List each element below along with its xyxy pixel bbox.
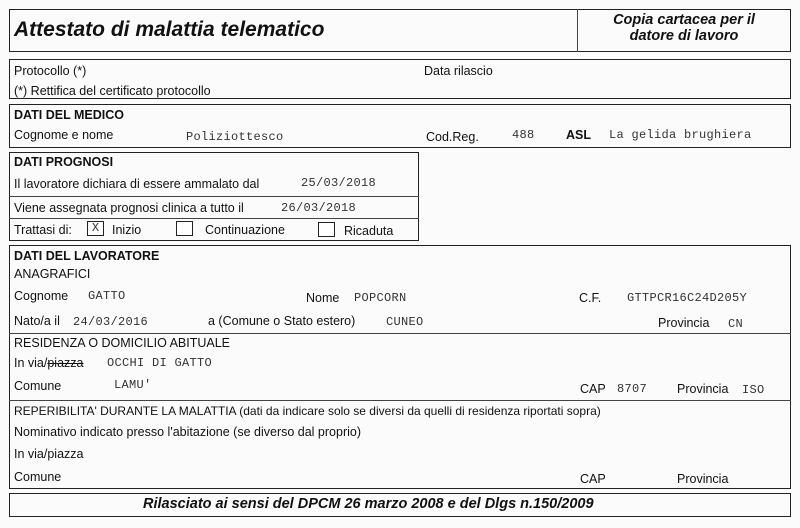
reperibilita-cap-label: CAP [580,472,606,486]
residenza-provincia-value: ISO [742,383,765,397]
reperibilita-section-title: REPERIBILITA' DURANTE LA MALATTIA (dati da indicare solo se diversi da quelli di residenza riportati sopra) [14,404,601,418]
comune-nascita-value: CUNEO [386,315,424,329]
copy-label-line1: Copia cartacea per il [613,12,755,28]
codreg-value: 488 [512,128,535,142]
nato-value: 24/03/2016 [73,315,149,329]
page-title: Attestato di malattia telematico [14,18,325,41]
lavoratore-nome-label: Nome [306,291,340,305]
reperibilita-provincia-label: Provincia [677,472,729,486]
residenza-via-label-b: piazza [47,356,84,370]
residenza-via-value: OCCHI DI GATTO [107,356,213,370]
prognosi-divider-1 [9,196,419,197]
residenza-comune-value: LAMU' [114,378,152,392]
dichiara-value: 25/03/2018 [301,176,377,190]
continuazione-checkbox[interactable] [176,221,193,236]
residenza-comune-label: Comune [14,379,62,393]
footer-text: Rilasciato ai sensi del DPCM 26 marzo 2008 e del Dlgs n.150/2009 [143,496,594,512]
prognosi-value: 26/03/2018 [281,201,357,215]
asl-value: La gelida brughiera [609,128,752,142]
prognosi-divider-2 [9,218,419,219]
lavoratore-cognome-label: Cognome [14,289,69,303]
inizio-checkbox[interactable]: X [87,221,104,236]
cf-value: GTTPCR16C24D205Y [627,291,748,305]
nominativo-label: Nominativo indicato presso l'abitazione (se diverso dal proprio) [14,425,362,439]
lavoratore-cognome-value: GATTO [88,289,126,303]
rettifica-label: (*) Rettifica del certificato protocollo [14,84,211,98]
nato-label: Nato/a il [14,314,60,328]
dichiara-label: Il lavoratore dichiara di essere ammalato dal [14,177,260,191]
lavoratore-section-title: DATI DEL LAVORATORE [14,249,160,263]
lavoratore-divider-reperibilita [9,400,791,401]
reperibilita-via-label: In via/piazza [14,447,84,461]
protocollo-label: Protocollo (*) [14,64,87,78]
residenza-provincia-label: Provincia [677,382,729,396]
ricaduta-checkbox[interactable] [318,222,335,237]
trattasi-label: Trattasi di: [14,223,72,237]
residenza-cap-label: CAP [580,382,606,396]
ricaduta-label: Ricaduta [344,224,394,238]
medico-cognome-value: Poliziottesco [186,130,284,144]
copy-label [578,12,790,44]
inizio-label: Inizio [112,223,142,237]
residenza-section-title: RESIDENZA O DOMICILIO ABITUALE [14,336,231,350]
cf-label: C.F. [579,291,602,305]
lavoratore-divider-residenza [9,333,791,334]
codreg-label: Cod.Reg. [426,130,479,144]
reperibilita-comune-label: Comune [14,470,62,484]
medico-section-title: DATI DEL MEDICO [14,108,124,122]
copy-label-line2: datore di lavoro [629,28,739,44]
prognosi-section-title: DATI PROGNOSI [14,155,114,169]
anagrafici-label: ANAGRAFICI [14,267,91,281]
residenza-cap-value: 8707 [617,382,648,396]
medico-cognome-label: Cognome e nome [14,128,114,142]
continuazione-label: Continuazione [205,223,285,237]
residenza-via-label [14,356,84,370]
asl-label: ASL [566,128,591,142]
prognosi-label: Viene assegnata prognosi clinica a tutto il [14,201,244,215]
lavoratore-provincia-label: Provincia [658,316,710,330]
lavoratore-nome-value: POPCORN [354,291,407,305]
data-rilascio-label: Data rilascio [424,64,493,78]
comune-nascita-label: a (Comune o Stato estero) [208,314,356,328]
residenza-via-label-a: In via/ [14,356,48,370]
lavoratore-provincia-value: CN [728,317,744,331]
